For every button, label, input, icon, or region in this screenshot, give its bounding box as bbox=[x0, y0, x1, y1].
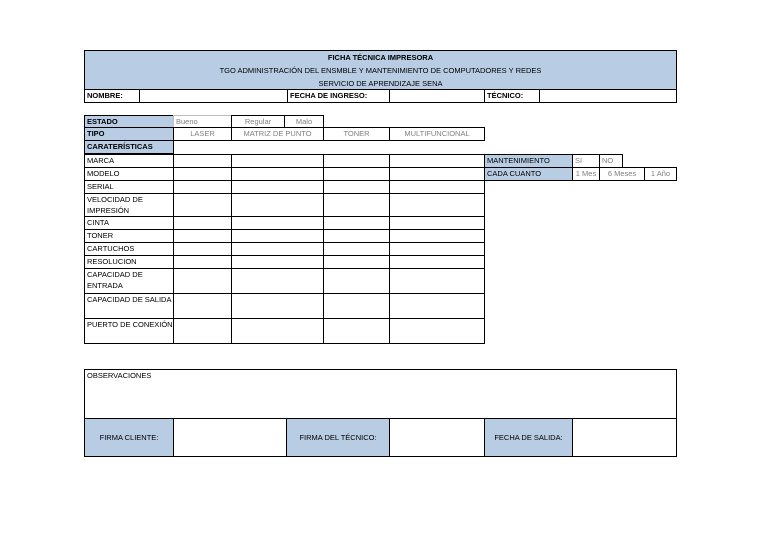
estado-option-malo[interactable]: Malo bbox=[284, 115, 324, 128]
table-cell[interactable] bbox=[173, 193, 232, 217]
table-cell[interactable] bbox=[231, 229, 324, 243]
cada-cuanto-option-1-mes[interactable]: 1 Mes bbox=[572, 167, 600, 181]
observaciones-box[interactable] bbox=[84, 369, 677, 419]
table-row-label-resolucion: RESOLUCION bbox=[84, 255, 174, 269]
table-cell[interactable] bbox=[231, 193, 324, 217]
table-cell[interactable] bbox=[173, 268, 232, 294]
table-cell[interactable] bbox=[389, 229, 485, 243]
table-cell[interactable] bbox=[389, 167, 485, 181]
estado-label: ESTADO bbox=[84, 115, 174, 128]
mantenimiento-option-si[interactable]: SI bbox=[572, 154, 600, 168]
nombre-label: NOMBRE: bbox=[84, 89, 140, 103]
table-row-label-toner: TONER bbox=[84, 229, 174, 243]
firma-cliente-label: FIRMA CLIENTE: bbox=[84, 418, 174, 457]
form-institution: SERVICIO DE APRENDIZAJE SENA bbox=[318, 79, 443, 88]
table-cell[interactable] bbox=[173, 318, 232, 344]
table-cell[interactable] bbox=[173, 216, 232, 230]
tipo-option-multifuncional[interactable]: MULTIFUNCIONAL bbox=[389, 127, 485, 141]
tecnico-label: TÉCNICO: bbox=[484, 89, 540, 103]
table-cell[interactable] bbox=[231, 167, 324, 181]
table-cell[interactable] bbox=[323, 318, 390, 344]
table-cell[interactable] bbox=[231, 318, 324, 344]
tipo-option-matriz[interactable]: MATRIZ DE PUNTO bbox=[231, 127, 324, 141]
table-cell[interactable] bbox=[231, 255, 324, 269]
table-cell[interactable] bbox=[389, 318, 485, 344]
form-header bbox=[84, 50, 677, 90]
table-cell[interactable] bbox=[389, 193, 485, 217]
table-cell[interactable] bbox=[323, 242, 390, 256]
firma-tecnico-field[interactable] bbox=[389, 418, 485, 457]
form-subtitle: TGO ADMINISTRACIÓN DEL ENSMBLE Y MANTENIMIENTO DE COMPUTADORES Y REDES bbox=[219, 66, 542, 75]
table-cell[interactable] bbox=[389, 268, 485, 294]
estado-option-bueno[interactable]: Bueno bbox=[173, 115, 232, 128]
table-cell[interactable] bbox=[389, 216, 485, 230]
table-cell[interactable] bbox=[389, 293, 485, 319]
table-cell[interactable] bbox=[231, 268, 324, 294]
firma-cliente-field[interactable] bbox=[173, 418, 287, 457]
table-row-label-marca: MARCA bbox=[84, 154, 174, 168]
table-row-label-cinta: CINTA bbox=[84, 216, 174, 230]
caracteristicas-label: CARATERÍSTICAS bbox=[84, 140, 174, 154]
tipo-option-laser[interactable]: LASER bbox=[173, 127, 232, 141]
fecha-salida-field[interactable] bbox=[572, 418, 677, 457]
form-title: FICHA TÉCNICA IMPRESORA bbox=[327, 53, 434, 62]
table-cell[interactable] bbox=[173, 255, 232, 269]
cada-cuanto-label: CADA CUANTO bbox=[484, 167, 573, 181]
table-cell[interactable] bbox=[173, 242, 232, 256]
table-cell[interactable] bbox=[323, 293, 390, 319]
nombre-field[interactable] bbox=[139, 89, 288, 103]
table-cell[interactable] bbox=[173, 293, 232, 319]
table-row-label-puerto: PUERTO DE CONEXIÓN bbox=[84, 318, 174, 344]
table-cell[interactable] bbox=[389, 180, 485, 194]
fecha-ingreso-field[interactable] bbox=[389, 89, 485, 103]
table-row-label-capacidad-entrada: CAPACIDAD DE ENTRADA bbox=[84, 268, 174, 294]
tipo-label: TIPO bbox=[84, 127, 174, 141]
table-cell[interactable] bbox=[323, 167, 390, 181]
estado-option-regular[interactable]: Regular bbox=[231, 115, 285, 128]
table-cell[interactable] bbox=[173, 167, 232, 181]
table-cell[interactable] bbox=[173, 229, 232, 243]
table-row-label-capacidad-salida: CAPACIDAD DE SALIDA bbox=[84, 293, 174, 319]
mantenimiento-label: MANTENIMIENTO bbox=[484, 154, 573, 168]
table-cell[interactable] bbox=[231, 293, 324, 319]
table-cell[interactable] bbox=[231, 180, 324, 194]
fecha-salida-label: FECHA DE SALIDA: bbox=[484, 418, 573, 457]
cada-cuanto-option-1-ano[interactable]: 1 Año bbox=[644, 167, 677, 181]
table-cell[interactable] bbox=[323, 216, 390, 230]
tecnico-field[interactable] bbox=[539, 89, 677, 103]
observaciones-label: OBSERVACIONES bbox=[87, 371, 152, 380]
table-cell[interactable] bbox=[389, 154, 485, 168]
table-cell[interactable] bbox=[323, 255, 390, 269]
table-cell[interactable] bbox=[323, 268, 390, 294]
table-cell[interactable] bbox=[231, 216, 324, 230]
table-cell[interactable] bbox=[323, 193, 390, 217]
firma-tecnico-label: FIRMA DEL TÉCNICO: bbox=[286, 418, 390, 457]
table-cell[interactable] bbox=[389, 255, 485, 269]
table-cell[interactable] bbox=[389, 242, 485, 256]
fecha-ingreso-label: FECHA DE INGRESO: bbox=[287, 89, 390, 103]
tipo-option-toner[interactable]: TONER bbox=[323, 127, 390, 141]
table-row-label-velocidad: VELOCIDAD DE IMPRESIÓN bbox=[84, 193, 174, 217]
mantenimiento-option-no[interactable]: NO bbox=[599, 154, 623, 168]
table-cell[interactable] bbox=[323, 154, 390, 168]
table-row-label-serial: SERIAL bbox=[84, 180, 174, 194]
cada-cuanto-option-6-meses[interactable]: 6 Meses bbox=[599, 167, 645, 181]
table-cell[interactable] bbox=[323, 180, 390, 194]
table-row-label-modelo: MODELO bbox=[84, 167, 174, 181]
table-row-label-cartuchos: CARTUCHOS bbox=[84, 242, 174, 256]
table-cell[interactable] bbox=[173, 180, 232, 194]
table-cell[interactable] bbox=[173, 154, 232, 168]
table-cell[interactable] bbox=[231, 154, 324, 168]
table-cell[interactable] bbox=[231, 242, 324, 256]
table-cell[interactable] bbox=[323, 229, 390, 243]
